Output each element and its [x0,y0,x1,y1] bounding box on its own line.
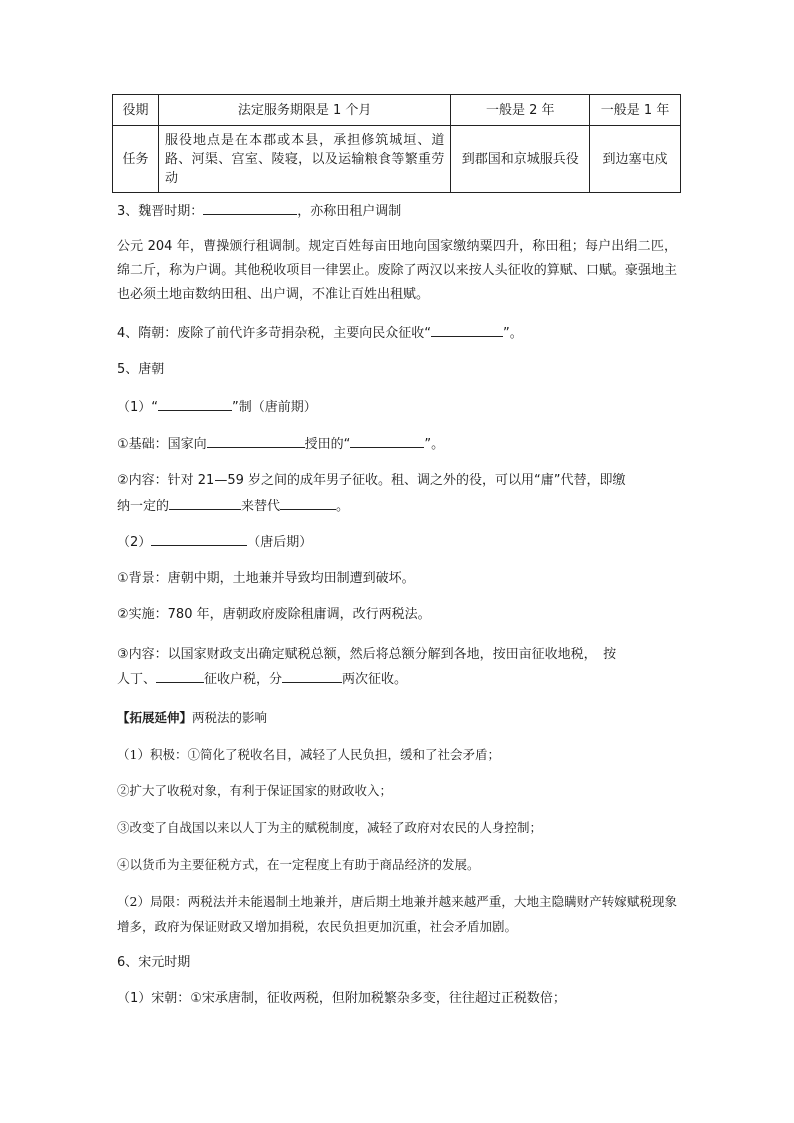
fill-blank[interactable] [350,434,424,448]
tang-late-implementation: ②实施：780 年，唐朝政府废除租庸调，改行两税法。 [117,607,431,622]
basis-mid: 授田的“ [304,437,351,452]
table-cell: 任务 [113,126,159,193]
tang-early-heading [117,397,317,418]
fill-blank[interactable] [158,397,232,411]
basis-suffix: ”。 [424,437,445,452]
section-4-suffix: ”。 [503,326,523,341]
content-prefix: 人丁、 [117,672,157,687]
fill-blank[interactable] [280,496,336,510]
tang-late-suffix: （唐后期） [247,535,313,550]
fill-blank[interactable] [282,669,342,683]
fill-blank[interactable] [203,201,297,215]
tang-late-content-line1: ③内容：以国家财政支出确定赋税总额，然后将总额分解到各地，按田亩征收地税， 按 [117,647,617,662]
table-cell: 法定服务期限是 1 个月 [158,95,450,126]
fill-blank[interactable] [431,323,503,337]
content-suffix: 两次征收。 [342,672,408,687]
extension-title: 两税法的影响 [192,710,268,725]
section-3-heading [117,201,401,222]
tang-late-heading [117,532,312,553]
fill-blank[interactable] [207,434,305,448]
extension-positive-2: ②扩大了收税对象，有利于保证国家的财政收入； [117,783,393,798]
table-cell: 服役地点是在本郡或本县，承担修筑城垣、道路、河渠、宫室、陵寝，以及运输粮食等繁重劳动 [158,126,450,193]
extension-limitation: （2）局限：两税法并未能遏制土地兼并，唐后期土地兼并越来越严重，大地主隐瞒财产转嫁赋税现象增多，政府为保证财政又增加捐税，农民负担更加沉重，社会矛盾加剧。 [117,894,677,934]
section-3-label: 3、魏晋时期： [117,204,204,219]
tang-early-prefix: （1）“ [117,400,159,415]
content-suffix: 。 [336,499,350,514]
tang-late-prefix: （2） [117,535,152,550]
section-6-heading: 6、宋元时期 [117,955,191,970]
tang-early-content-line2 [117,496,349,517]
extension-heading [117,708,267,728]
fill-blank[interactable] [169,496,241,510]
tang-early-content-line1: ②内容：针对 21—59 岁之间的成年男子征收。租、调之外的役，可以用“庸”代替，即缴 [117,473,626,488]
content-mid: 征收户税，分 [204,672,283,687]
tang-early-suffix: ”制（唐前期） [232,400,317,415]
table-cell: 到郡国和京城服兵役 [451,126,590,193]
extension-positive-3: ③改变了自战国以来以人丁为主的赋税制度，减轻了政府对农民的人身控制； [117,820,543,835]
table-row [113,95,681,126]
extension-positive-1: （1）积极：①简化了税收名目，减轻了人民负担，缓和了社会矛盾； [117,747,500,762]
tang-late-content-line2 [117,669,407,690]
fill-blank[interactable] [156,669,204,683]
section-6-song: （1）宋朝：①宋承唐制，征收两税，但附加税繁杂多变，往往超过正税数倍； [117,991,566,1006]
content-prefix: 纳一定的 [117,499,170,514]
content-mid: 来替代 [241,499,281,514]
section-3-paragraph: 公元 204 年，曹操颁行租调制。规定百姓每亩田地向国家缴纳粟四升，称田租；每户出绢二匹，绵二斤，称为户调。其他税收项目一律罢止。废除了两汉以来按人头征收的算赋、口赋。豪强地主也必须土地亩数纳田租、出户调，不准让百姓出租赋。 [117,239,677,302]
table-cell: 一般是 1 年 [590,95,681,126]
basis-label: ①基础：国家向 [117,437,207,452]
table-cell: 到边塞屯戍 [590,126,681,193]
tang-late-background: ①背景：唐朝中期，土地兼并导致均田制遭到破坏。 [117,571,415,586]
extension-tag: 【拓展延伸】 [117,710,193,725]
extension-positive-4: ④以货币为主要征税方式，在一定程度上有助于商品经济的发展。 [117,857,480,872]
table-cell: 一般是 2 年 [451,95,590,126]
fill-blank[interactable] [151,532,247,546]
section-5-heading: 5、唐朝 [117,362,165,377]
section-4-heading [117,323,523,344]
corvee-table [112,94,681,193]
section-3-suffix: ，亦称田租户调制 [297,204,402,219]
tang-early-basis [117,434,444,455]
section-4-label: 4、隋朝：废除了前代许多苛捐杂税，主要向民众征收“ [117,326,432,341]
table-cell: 役期 [113,95,159,126]
table-row [113,126,681,193]
